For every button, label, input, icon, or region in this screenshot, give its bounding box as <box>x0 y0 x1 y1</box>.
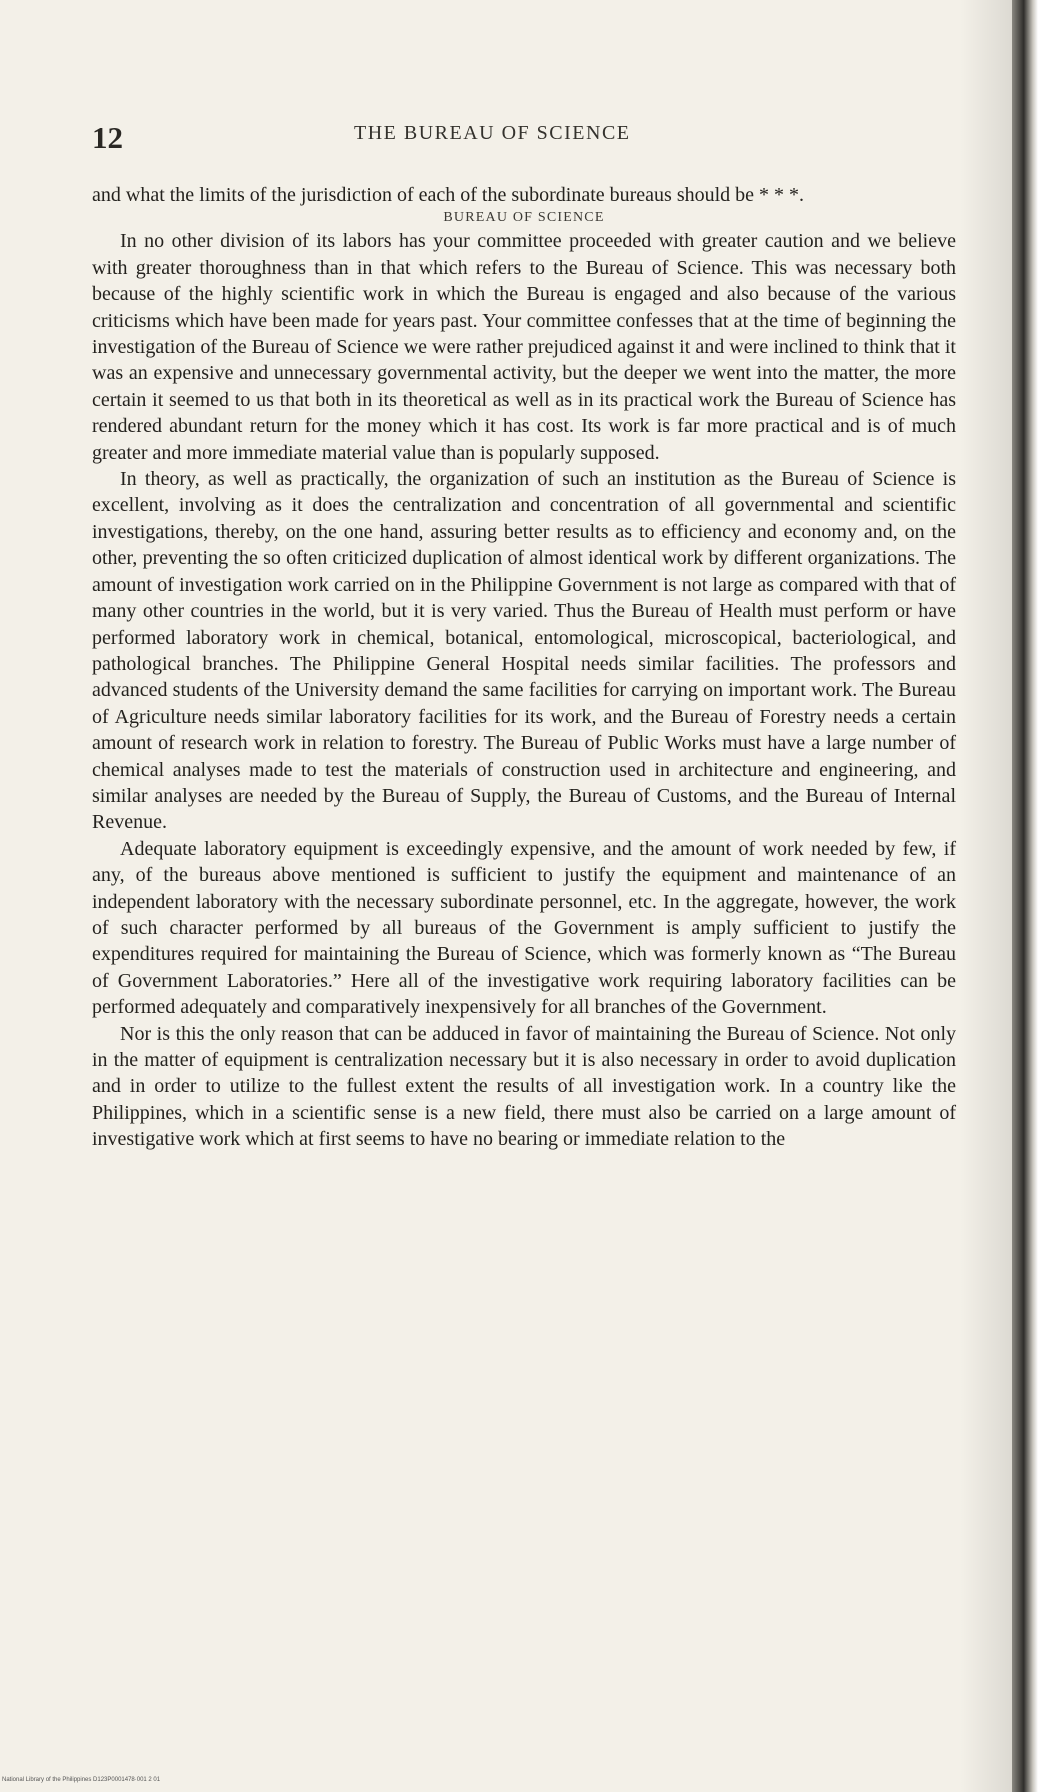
scan-footer-note: National Library of the Philippines D123P0001478·001 2 01 <box>2 1777 161 1783</box>
page-number: 12 <box>92 120 123 155</box>
body-paragraph: Nor is this the only reason that can be adduced in favor of maintaining the Bureau of Science. Not only in the matter of equipment is centralization necessary but it is also necessary in order to avoid duplication and in order to utilize to the fullest extent the results of all investigation work. In a country like the Philippines, which in a scientific sense is a new field, there must also be carried on a large amount of investigative work which at first seems to have no bearing or immediate relation to the <box>92 1022 956 1151</box>
intro-paragraph: and what the limits of the jurisdiction of each of the subordinate bureaus should be * * *. <box>92 184 805 206</box>
body-paragraph: In theory, as well as practically, the organization of such an institution as the Bureau of Science is excellent, involving as it does the centralization and concentration of all governmental and scientific investigations, thereby, on the one hand, assuring better results as to efficiency and economy and, on the other, preventing the so often criticized duplication of almost identical work by different organizations. The amount of investigation work carried on in the Philippine Government is not large as compared with that of many other countries in the world, but it is very varied. Thus the Bureau of Health must perform or have performed laboratory work in chemical, botanical, entomological, microscopical, bacteriological, and pathological branches. The Philippine General Hospital needs similar facilities. The professors and advanced students of the University demand the same facilities for carrying on important work. The Bureau of Agriculture needs similar laboratory facilities for its work, and the Bureau of Forestry needs a certain amount of research work in relation to forestry. The Bureau of Public Works must have a large number of chemical analyses made to test the materials of construction used in architecture and engineering, and similar analyses are needed by the Bureau of Supply, the Bureau of Customs, and the Bureau of Internal Revenue. <box>92 468 956 834</box>
page-shadow <box>960 0 1016 1792</box>
running-head: THE BUREAU OF SCIENCE <box>354 122 631 144</box>
body-text <box>92 182 956 1153</box>
body-paragraph: Adequate laboratory equipment is exceedingly expensive, and the amount of work needed by few, if any, of the bureaus above mentioned is sufficient to justify the equipment and maintenance of an independent laboratory with the necessary subordinate personnel, etc. In the aggregate, however, the work of such character performed by all bureaus of the Government is amply sufficient to justify the expenditures required for maintaining the Bureau of Science, which was formerly known as “The Bureau of Government Laboratories.” Here all of the investigative work requiring laboratory facilities can be performed adequately and comparatively inexpensively for all branches of the Government. <box>92 837 956 1019</box>
page-edge <box>1012 0 1038 1792</box>
page-header <box>92 118 952 158</box>
body-paragraph: In no other division of its labors has your committee proceeded with greater caution and we believe with greater thoroughness than in that which refers to the Bureau of Science. This was necessary both because of the highly scientific work in which the Bureau is engaged and also because of the various criticisms which have been made for years past. Your committee confesses that at the time of beginning the investigation of the Bureau of Science we were rather prejudiced against it and were inclined to think that it was an expensive and unnecessary governmental activity, but the deeper we went into the matter, the more certain it seemed to us that both in its theoretical as well as in its practical work the Bureau of Science has rendered abundant return for the money which it has cost. Its work is far more practical and is of much greater and more immediate material value than is popularly supposed. <box>92 230 956 464</box>
section-heading: BUREAU OF SCIENCE <box>443 210 605 226</box>
